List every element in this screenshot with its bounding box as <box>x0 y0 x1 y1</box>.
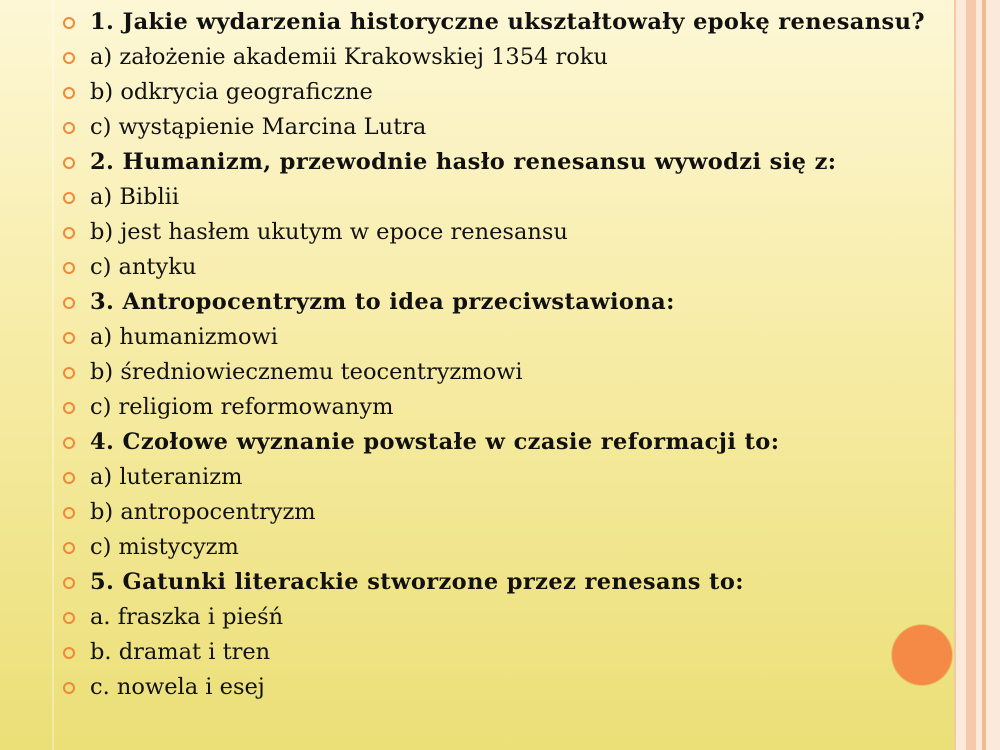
item-text: b) średniowiecznemu teocentryzmowi <box>90 359 523 385</box>
item-text: 2. Humanizm, przewodnie hasło renesansu wywodzi się z: <box>90 149 837 175</box>
answer-1c <box>60 115 940 140</box>
bullet-icon <box>63 507 75 519</box>
item-text: c) mistycyzm <box>90 534 239 560</box>
answer-2a <box>60 185 940 210</box>
answer-4a <box>60 465 940 490</box>
item-text: b) jest hasłem ukutym w epoce renesansu <box>90 219 568 245</box>
item-text: c. nowela i esej <box>90 674 265 700</box>
right-decorative-border <box>954 0 1000 750</box>
bullet-icon <box>63 332 75 344</box>
bullet-icon <box>63 157 75 169</box>
item-text: b. dramat i tren <box>90 639 271 665</box>
bullet-icon <box>63 52 75 64</box>
border-stripe <box>982 0 986 750</box>
bullet-icon <box>63 402 75 414</box>
answer-2c <box>60 255 940 280</box>
bullet-icon <box>63 577 75 589</box>
bullet-icon <box>63 87 75 99</box>
bullet-icon <box>63 192 75 204</box>
item-text: b) antropocentryzm <box>90 499 316 525</box>
bullet-icon <box>63 612 75 624</box>
answer-4b <box>60 500 940 525</box>
bullet-icon <box>63 682 75 694</box>
answer-5c <box>60 675 940 700</box>
bullet-icon <box>63 437 75 449</box>
answer-1b <box>60 80 940 105</box>
left-guide-line <box>52 0 54 750</box>
question-5 <box>60 570 940 595</box>
bullet-icon <box>63 367 75 379</box>
question-1 <box>60 10 940 35</box>
border-stripe <box>966 0 976 750</box>
answer-1a <box>60 45 940 70</box>
answer-3c <box>60 395 940 420</box>
bullet-icon <box>63 647 75 659</box>
item-text: a) luteranizm <box>90 464 243 490</box>
item-text: a) Biblii <box>90 184 180 210</box>
question-4 <box>60 430 940 455</box>
question-2 <box>60 150 940 175</box>
item-text: 1. Jakie wydarzenia historyczne ukształtowały epokę renesansu? <box>90 9 925 35</box>
item-text: a. fraszka i pieśń <box>90 604 284 630</box>
item-text: a) założenie akademii Krakowskiej 1354 roku <box>90 44 608 70</box>
answer-5a <box>60 605 940 630</box>
item-text: c) antyku <box>90 254 197 280</box>
question-3 <box>60 290 940 315</box>
bullet-icon <box>63 227 75 239</box>
answer-2b <box>60 220 940 245</box>
answer-3a <box>60 325 940 350</box>
bullet-icon <box>63 122 75 134</box>
bullet-icon <box>63 297 75 309</box>
quiz-list <box>60 10 940 710</box>
item-text: a) humanizmowi <box>90 324 278 350</box>
item-text: b) odkrycia geograficzne <box>90 79 373 105</box>
item-text: 4. Czołowe wyznanie powstałe w czasie reformacji to: <box>90 429 780 455</box>
answer-5b <box>60 640 940 665</box>
bullet-icon <box>63 472 75 484</box>
answer-4c <box>60 535 940 560</box>
item-text: c) wystąpienie Marcina Lutra <box>90 114 427 140</box>
item-text: c) religiom reformowanym <box>90 394 394 420</box>
bullet-icon <box>63 262 75 274</box>
bullet-icon <box>63 542 75 554</box>
answer-3b <box>60 360 940 385</box>
bullet-icon <box>63 17 75 29</box>
item-text: 3. Antropocentryzm to idea przeciwstawiona: <box>90 289 675 315</box>
item-text: 5. Gatunki literackie stworzone przez renesans to: <box>90 569 744 595</box>
